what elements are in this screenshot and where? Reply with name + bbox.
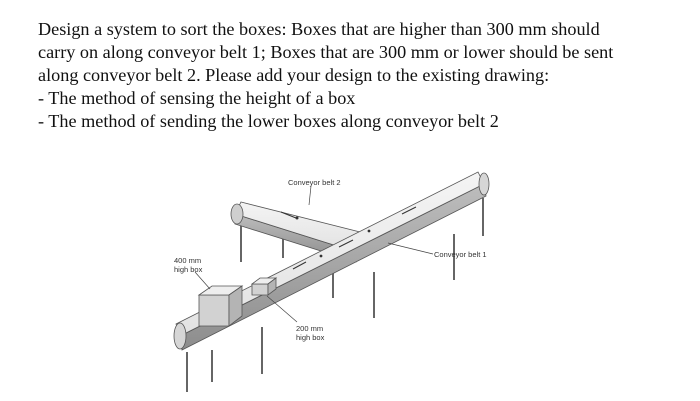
belt1-label: Conveyor belt 1 — [434, 250, 487, 259]
box-400mm — [199, 286, 242, 326]
box200-label-line2: high box — [296, 333, 325, 342]
belt2-leader — [309, 186, 311, 205]
belt2-direction-dot — [296, 217, 299, 220]
question-line-2: carry on along conveyor belt 1; Boxes that are 300 mm or lower should be sent — [38, 42, 614, 62]
conveyor-belt-1 — [174, 172, 489, 392]
belt1-leader — [388, 243, 433, 254]
question-line-3: along conveyor belt 2. Please add your design to the existing drawing: — [38, 65, 550, 85]
box400-label-line1: 400 mm — [174, 256, 202, 265]
belt1-left-roller — [174, 323, 186, 349]
question-line-1: Design a system to sort the boxes: Boxes that are higher than 300 mm should — [38, 19, 600, 39]
belt1-direction-dot-2 — [368, 230, 371, 233]
box-200mm-front — [252, 284, 268, 295]
box-400mm-front — [199, 295, 229, 326]
question-line-4: - The method of sensing the height of a box — [38, 88, 356, 108]
belt2-label: Conveyor belt 2 — [288, 178, 341, 187]
belt2-end-roller — [231, 204, 243, 224]
box200-leader — [267, 296, 297, 322]
belt1-direction-dot-1 — [320, 255, 323, 258]
belt1-right-roller — [479, 173, 489, 195]
question-line-5: - The method of sending the lower boxes along conveyor belt 2 — [38, 111, 499, 131]
box400-leader — [195, 272, 210, 289]
box400-label-line2: high box — [174, 265, 203, 274]
box200-label-line1: 200 mm — [296, 324, 324, 333]
